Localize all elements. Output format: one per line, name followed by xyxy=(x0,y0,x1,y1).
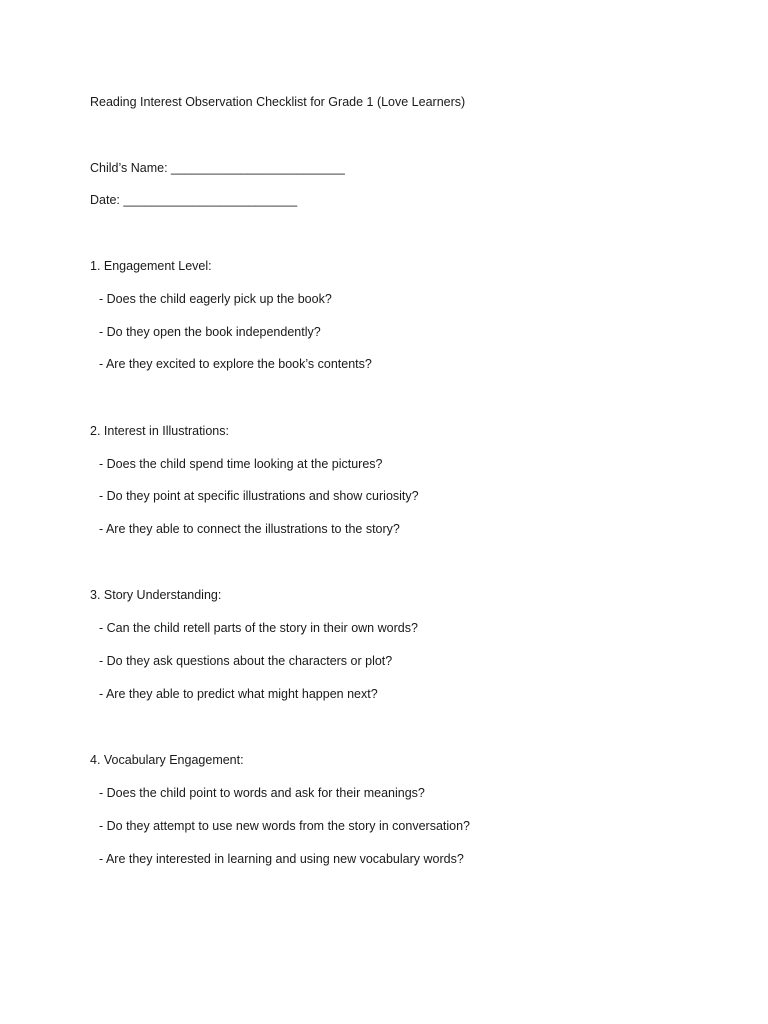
checklist-item: - Does the child spend time looking at the pictures? xyxy=(99,457,383,471)
checklist-item: - Does the child eagerly pick up the book? xyxy=(99,292,332,306)
section-heading-illustrations: 2. Interest in Illustrations: xyxy=(90,424,229,438)
checklist-item: - Does the child point to words and ask for their meanings? xyxy=(99,786,425,800)
checklist-item: - Do they ask questions about the characters or plot? xyxy=(99,654,393,668)
checklist-item: - Are they interested in learning and using new vocabulary words? xyxy=(99,852,464,866)
checklist-item: - Are they excited to explore the book’s contents? xyxy=(99,357,372,371)
checklist-item: - Are they able to connect the illustrations to the story? xyxy=(99,522,400,536)
document-title: Reading Interest Observation Checklist for Grade 1 (Love Learners) xyxy=(90,95,466,109)
checklist-item: - Are they able to predict what might happen next? xyxy=(99,687,378,701)
checklist-item: - Can the child retell parts of the story in their own words? xyxy=(99,621,418,635)
child-name-field: Child’s Name: _________________________ xyxy=(90,161,345,175)
checklist-item: - Do they open the book independently? xyxy=(99,325,321,339)
section-heading-vocabulary: 4. Vocabulary Engagement: xyxy=(90,753,244,767)
date-field: Date: _________________________ xyxy=(90,193,298,207)
section-heading-story-understanding: 3. Story Understanding: xyxy=(90,588,222,602)
checklist-item: - Do they point at specific illustrations and show curiosity? xyxy=(99,489,419,503)
section-heading-engagement: 1. Engagement Level: xyxy=(90,259,212,273)
checklist-item: - Do they attempt to use new words from the story in conversation? xyxy=(99,819,471,833)
